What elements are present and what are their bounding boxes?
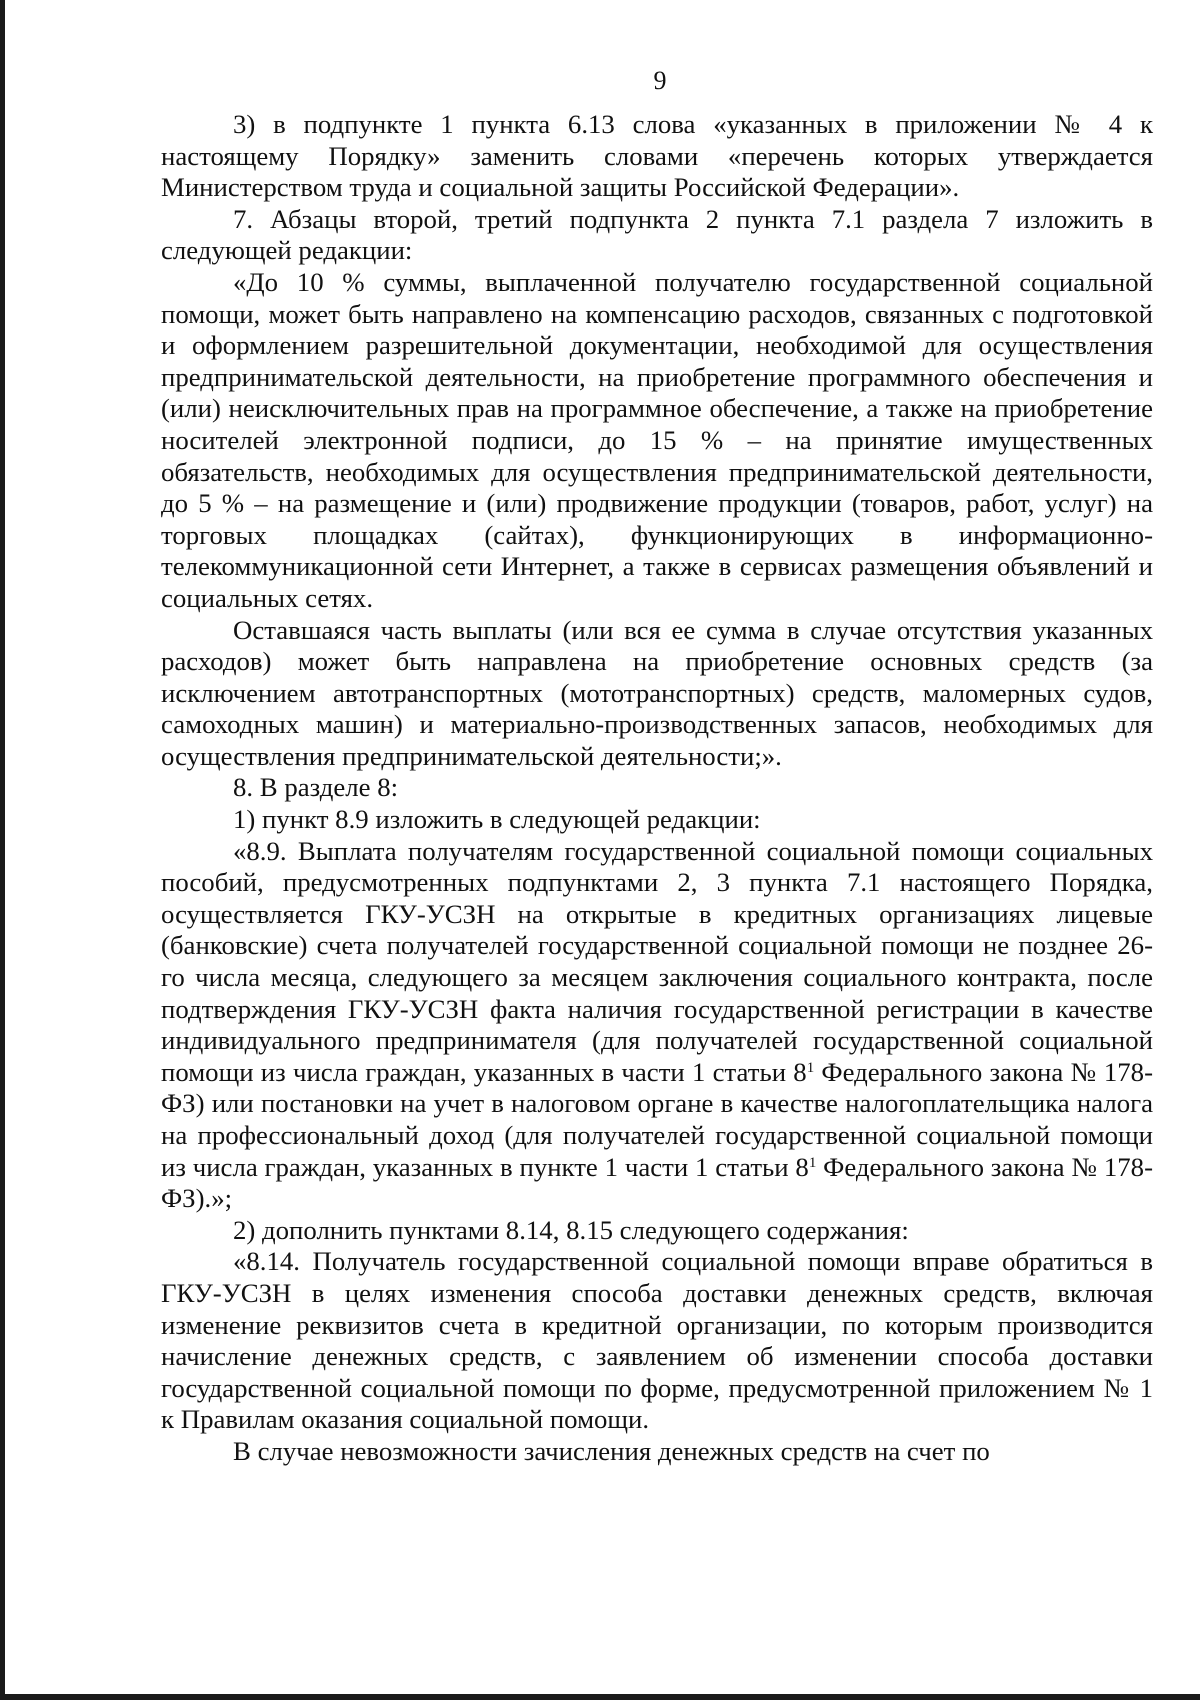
- paragraph-9: В случае невозможности зачисления денежных средств на счет по: [233, 1435, 990, 1466]
- scan-bottom-edge: [0, 1694, 1200, 1700]
- paragraph-4: Оставшаяся часть выплаты (или вся ее сумма в случае отсутствия указанных расходов) может быть направлена на приобретение основных средств (за исключением автотранспортных (мототранспортных) средств, маломерных судов, самоходных машин) и материально-производственных запасов, необходимых для осуществления предпринимательской деятельности;».: [161, 614, 1153, 771]
- paragraph-8: «8.14. Получатель государственной социальной помощи вправе обратиться в ГКУ-УСЗН в целях изменения способа доставки денежных средств, включая изменение реквизитов счета в кредитной организации, по которым производится начисление денежных средств, с заявлением об изменении способа доставки государственной социальной помощи по форме, предусмотренной приложением № 1 к Правилам оказания социальной помощи.: [161, 1246, 1153, 1435]
- paragraph-5: 8. В разделе 8:: [233, 772, 399, 803]
- paragraph-8-9-part-3: Федерального закона № 178-ФЗ).»;: [161, 1151, 1153, 1214]
- paragraph-7: 2) дополнить пунктами 8.14, 8.15 следующего содержания:: [233, 1214, 909, 1245]
- paragraph-3: «До 10 % суммы, выплаченной получателю государственной социальной помощи, может быть направлено на компенсацию расходов, связанных с подготовкой и оформлением разрешительной документации, необходимой для осуществления предпринимательской деятельности, на приобретение программного обеспечения и (или) неисключительных прав на программное обеспечение, а также на приобретение носителей электронной подписи, до 15 % – на принятие имущественных обязательств, необходимых для осуществления предпринимательской деятельности, до 5 % – на размещение и (или) продвижение продукции (товаров, работ, услуг) на торговых площадках (сайтах), функционирующих в информационно-телекоммуникационной сети Интернет, а также в сервисах размещения объявлений и социальных сетях.: [161, 266, 1153, 613]
- paragraph-6: 1) пункт 8.9 изложить в следующей редакции:: [233, 804, 761, 835]
- paragraph-8-9-part-1: «8.9. Выплата получателям государственной социальной помощи социальных пособий, предусмотренных подпунктами 2, 3 пункта 7.1 настоящего Порядка, осуществляется ГКУ-УСЗН на открытые в кредитных организациях лицевые (банковские) счета получателей государственной социальной помощи не позднее 26-го числа месяца, следующего за месяцем заключения социального контракта, после подтверждения ГКУ-УСЗН факта наличия государственной регистрации в качестве индивидуального предпринимателя (для получателей государственной социальной помощи из числа граждан, указанных в части 1 статьи 8: [161, 835, 1153, 1087]
- paragraph-8-9-part-2: Федерального закона № 178-ФЗ) или постановки на учет в налоговом органе в качестве налогоплательщика налога на профессиональный доход (для получателей государственной социальной помощи из числа граждан, указанных в пункте 1 части 1 статьи 8: [161, 1056, 1153, 1182]
- paragraph-8-9: [161, 836, 1153, 1215]
- paragraph-2: 7. Абзацы второй, третий подпункта 2 пункта 7.1 раздела 7 изложить в следующей редакции:: [161, 203, 1153, 266]
- document-body: [161, 109, 1153, 1468]
- scan-left-edge: [0, 0, 5, 1700]
- page-number: 9: [653, 66, 667, 95]
- superscript-1: 1: [806, 1059, 815, 1076]
- superscript-2: 1: [808, 1154, 817, 1171]
- paragraph-1: 3) в подпункте 1 пункта 6.13 слова «указанных в приложении № 4 к настоящему Порядку» заменить словами «перечень которых утверждается Министерством труда и социальной защиты Российской Федерации».: [161, 109, 1153, 203]
